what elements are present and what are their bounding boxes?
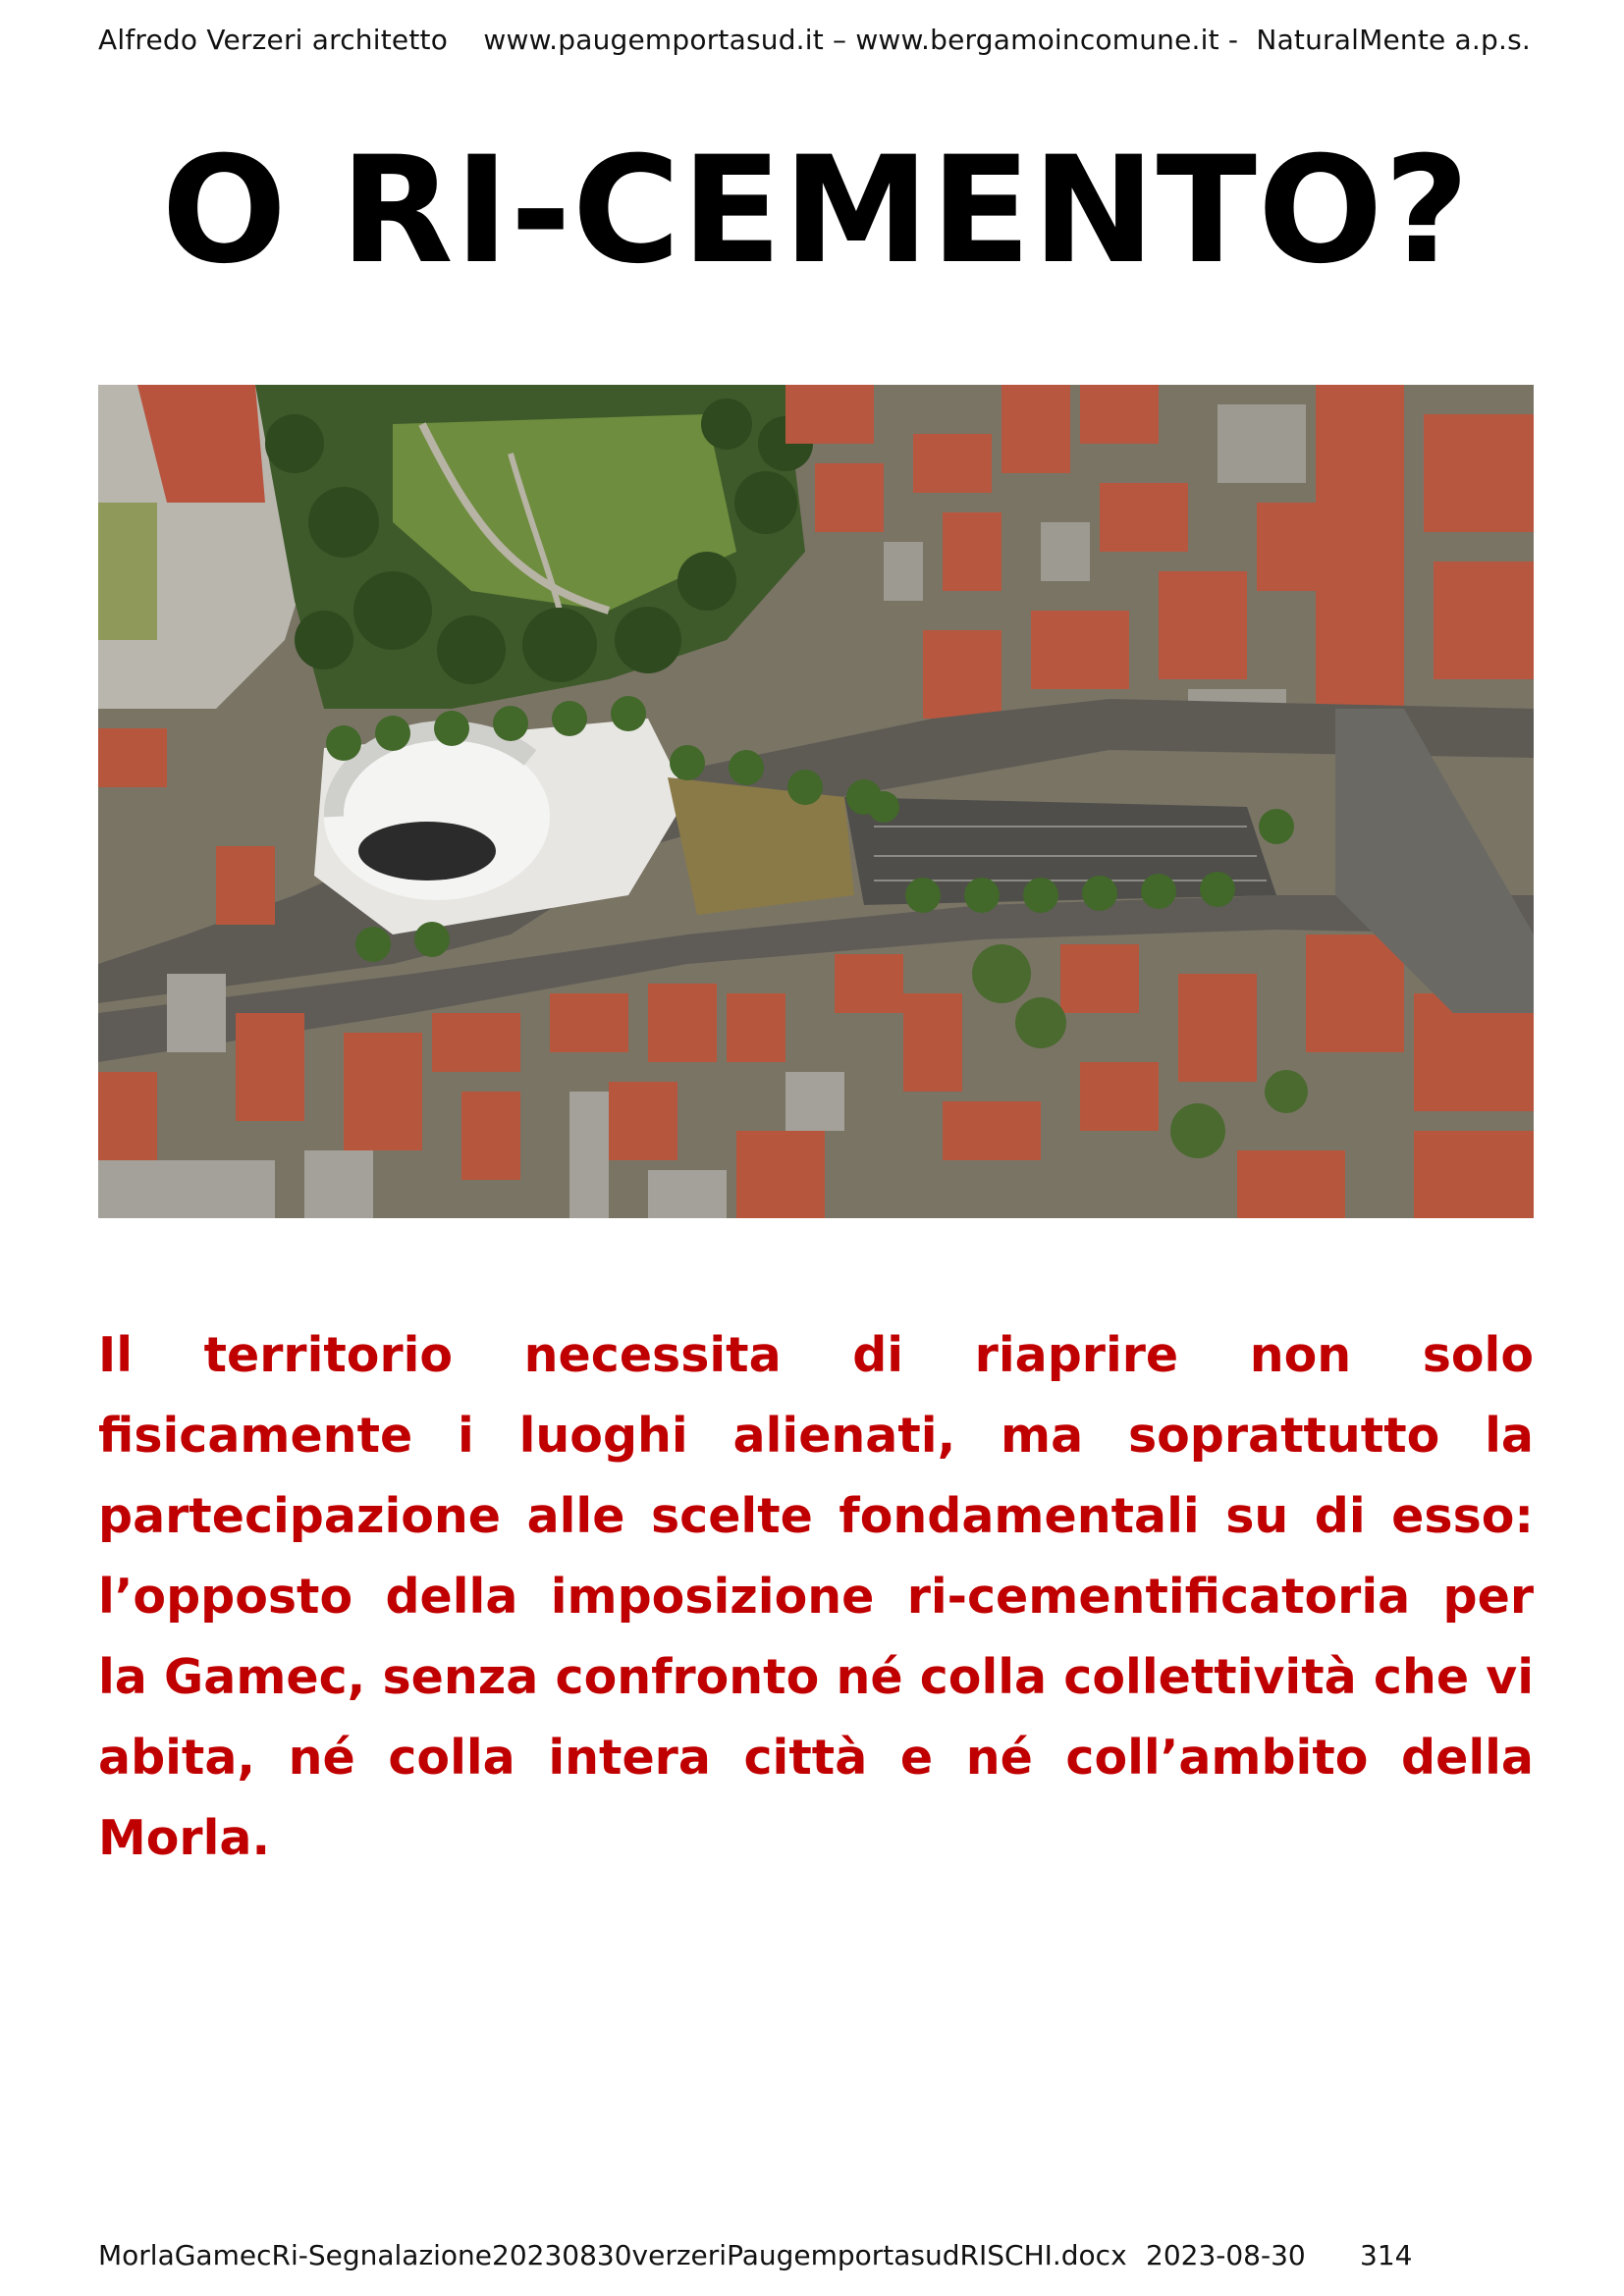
page-header: Alfredo Verzeri architetto www.paugemportasud.it – www.bergamoincomune.it - NaturalMente a.p.s.	[98, 24, 1531, 56]
page-footer	[98, 2239, 1412, 2271]
footer-page-number: 314	[1360, 2239, 1413, 2271]
page-title: O RI-CEMENTO?	[161, 126, 1471, 296]
footer-filename: MorlaGamecRi-Segnalazione20230830verzeriPaugemportasudRISCHI.docx	[98, 2239, 1127, 2271]
body-paragraph: Il territorio necessita di riaprire non solo fisicamente i luoghi alienati, ma soprattutto la partecipazione alle scelte fondamentali su di esso: l’opposto della imposizione ri-cementificatoria per la Gamec, senza confronto né colla collettività che vi abita, né colla intera città e né coll’ambito della Morla.	[98, 1327, 1534, 1866]
footer-date: 2023-08-30	[1146, 2239, 1306, 2271]
aerial-view-image	[98, 385, 1534, 1218]
